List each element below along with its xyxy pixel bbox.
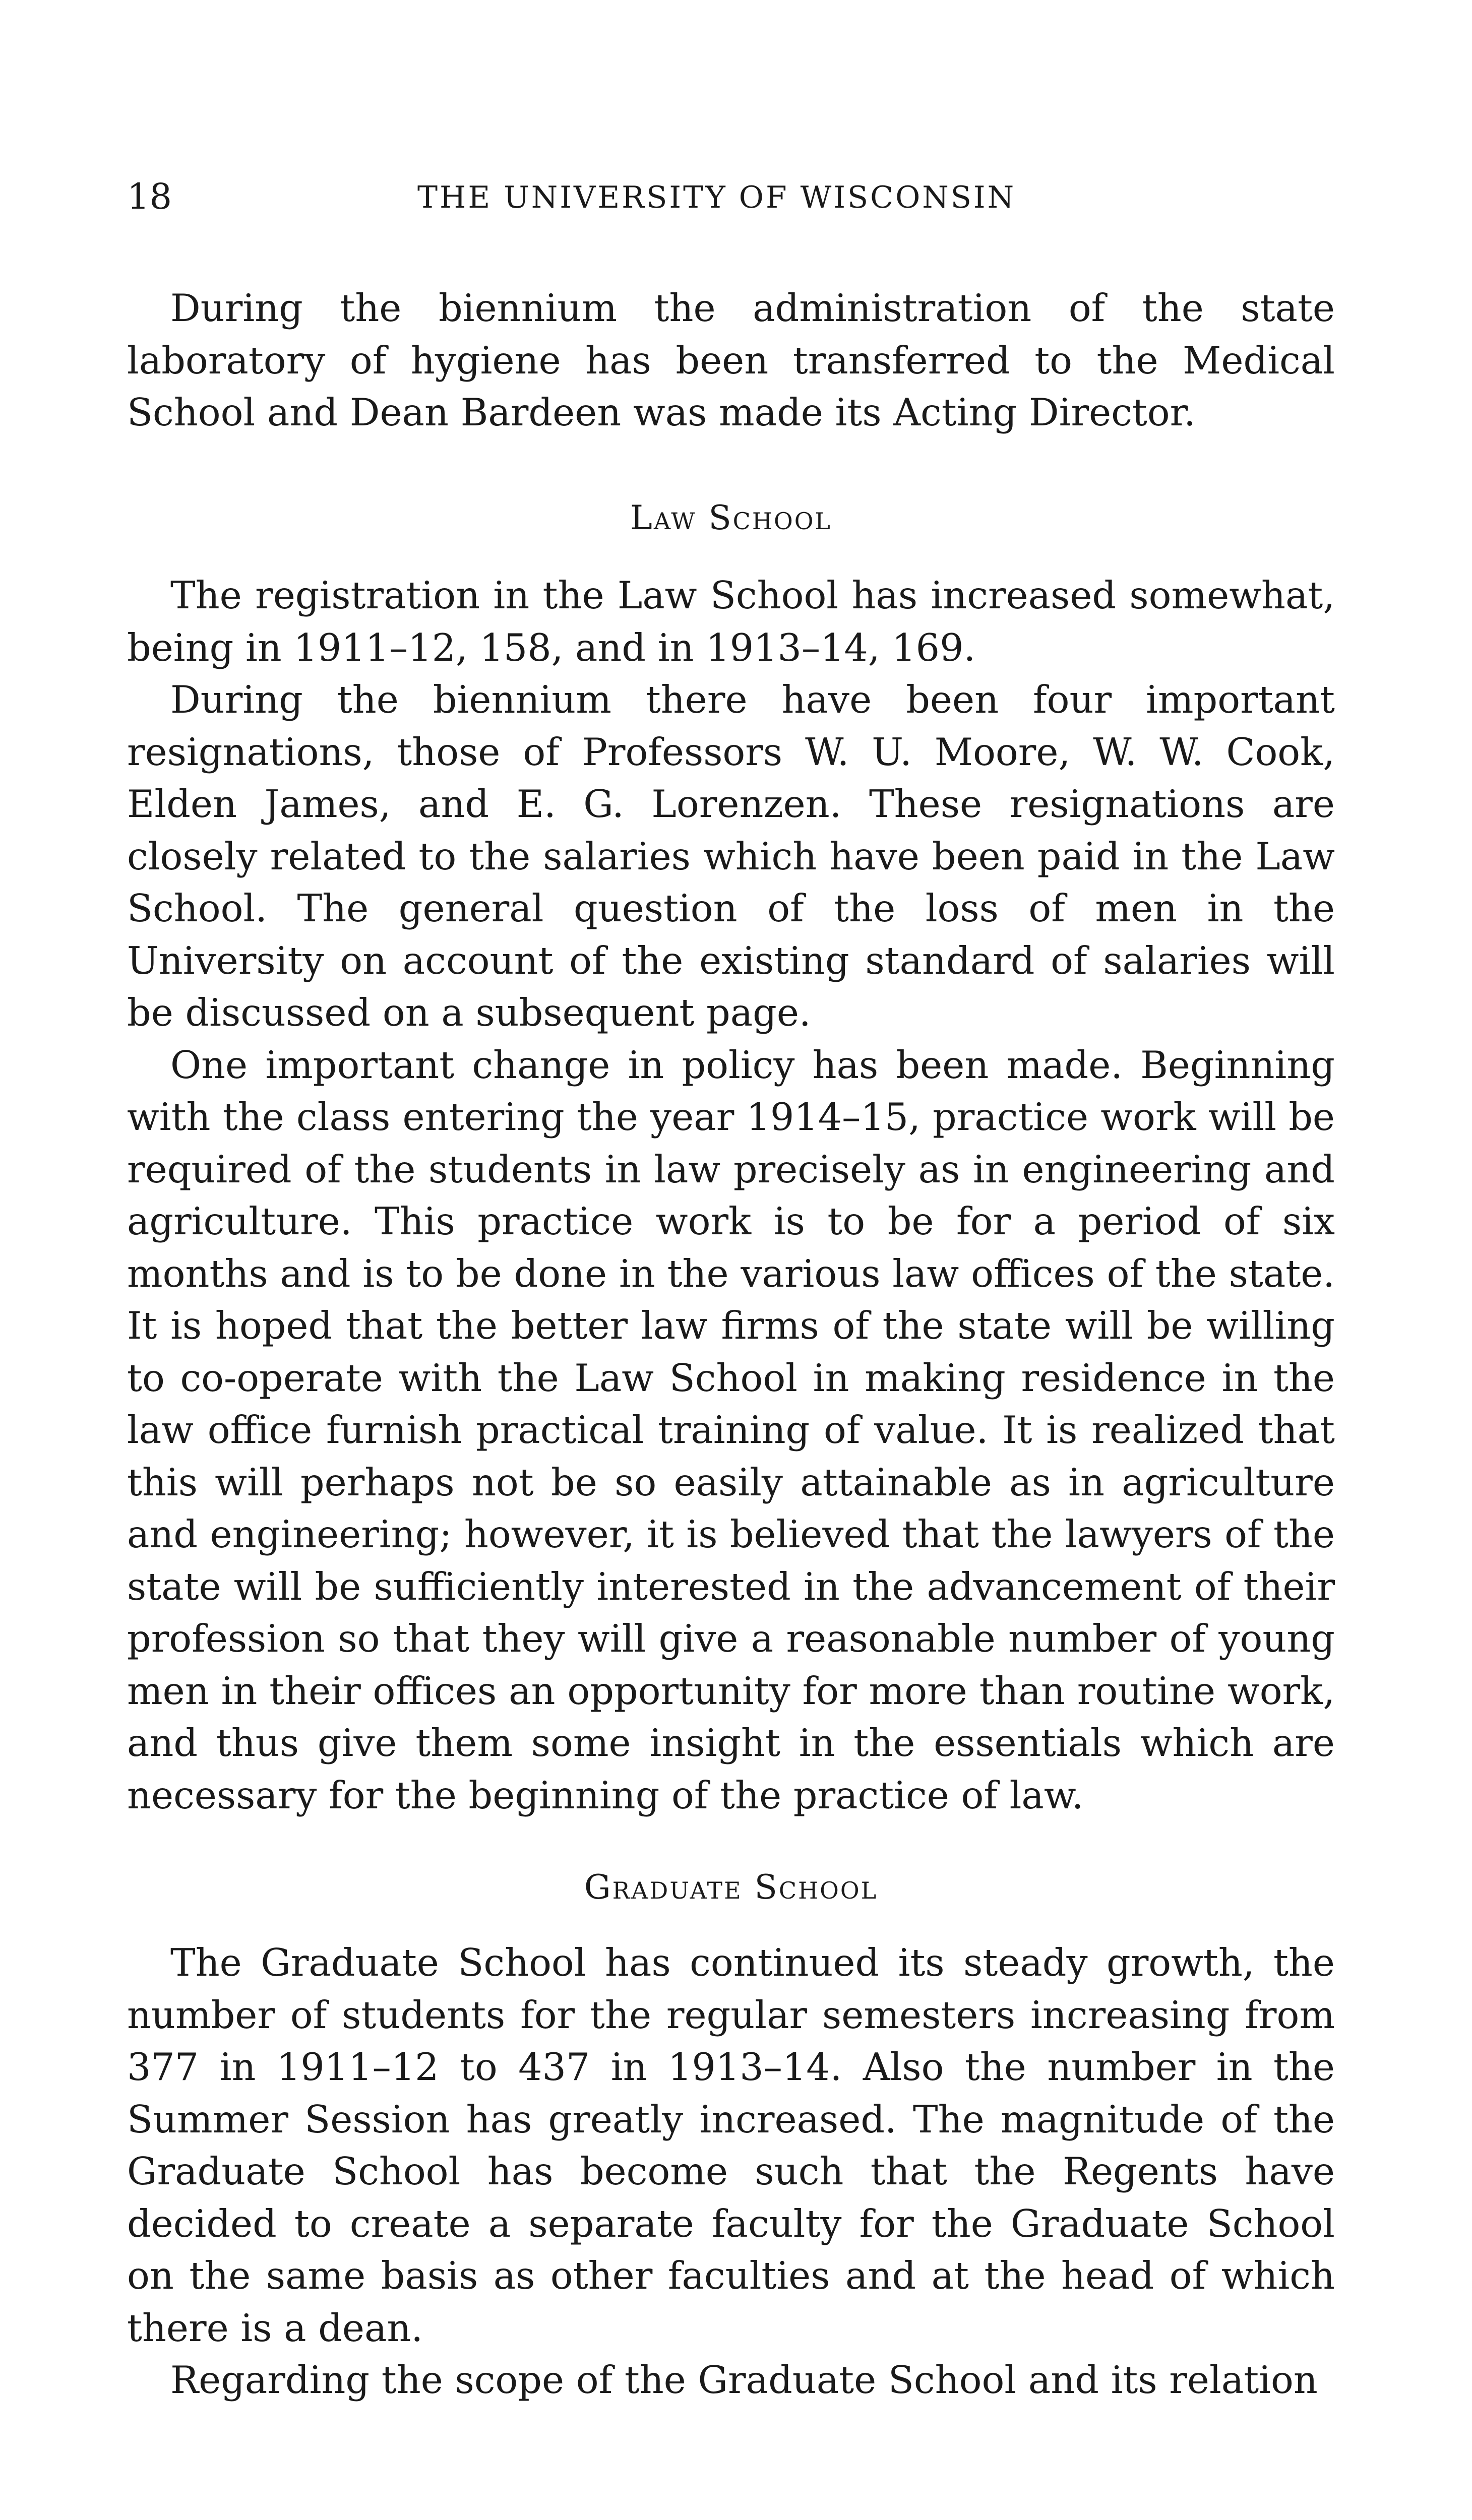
law-school-section [127, 570, 1335, 1821]
intro-paragraph: During the biennium the administration of the state laboratory of hygiene has been transferred to the Medical School and Dean Bardeen was made its Acting Director. [127, 286, 1335, 434]
graduate-school-section [127, 1937, 1335, 2407]
running-title: THE UNIVERSITY OF WISCONSIN [417, 180, 1016, 215]
graduate-school-heading: Graduate School [584, 1868, 878, 1907]
page-number: 18 [127, 176, 172, 217]
law-paragraph-policy: One important change in policy has been made. Beginning with the class entering the year 1914–15, practice work will be required of the students in law precisely as in engineering and agriculture. This practice work is to be for a period of six months and is to be done in the various law offices of the state. It is hoped that the better law firms of the state will be willing to co-operate with the Law School in making residence in the law office furnish practical training of value. It is realized that this will perhaps not be so easily attainable as in agriculture and engineering; however, it is believed that the lawyers of the state will be sufficiently interested in the advancement of their profession so that they will give a reasonable number of young men in their offices an opportunity for more than routine work, and thus give them some insight in the essentials which are necessary for the beginning of the practice of law. [127, 1043, 1335, 1817]
law-paragraph-resignations: During the biennium there have been four important resignations, those of Professors W. U. Moore, W. W. Cook, Elden James, and E. G. Lorenzen. These resignations are closely related to the salaries which have been paid in the Law School. The general question of the loss of men in the University on account of the existing standard of salaries will be discussed on a subsequent page. [127, 678, 1335, 1035]
law-school-heading: Law School [630, 498, 832, 537]
intro-section [127, 282, 1335, 439]
grad-paragraph-growth: The Graduate School has continued its steady growth, the number of students for the regular semesters increasing from 377 in 1911–12 to 437 in 1913–14. Also the number in the Summer Session has greatly increased. The magnitude of the Graduate School has become such that the Regents have decided to create a separate faculty for the Graduate School on the same basis as other faculties and at the head of which there is a dean. [127, 1941, 1335, 2350]
law-paragraph-registration: The registration in the Law School has increased somewhat, being in 1911–12, 158, and in 1913–14, 169. [127, 574, 1335, 670]
grad-paragraph-scope: Regarding the scope of the Graduate School and its relation [170, 2358, 1318, 2402]
